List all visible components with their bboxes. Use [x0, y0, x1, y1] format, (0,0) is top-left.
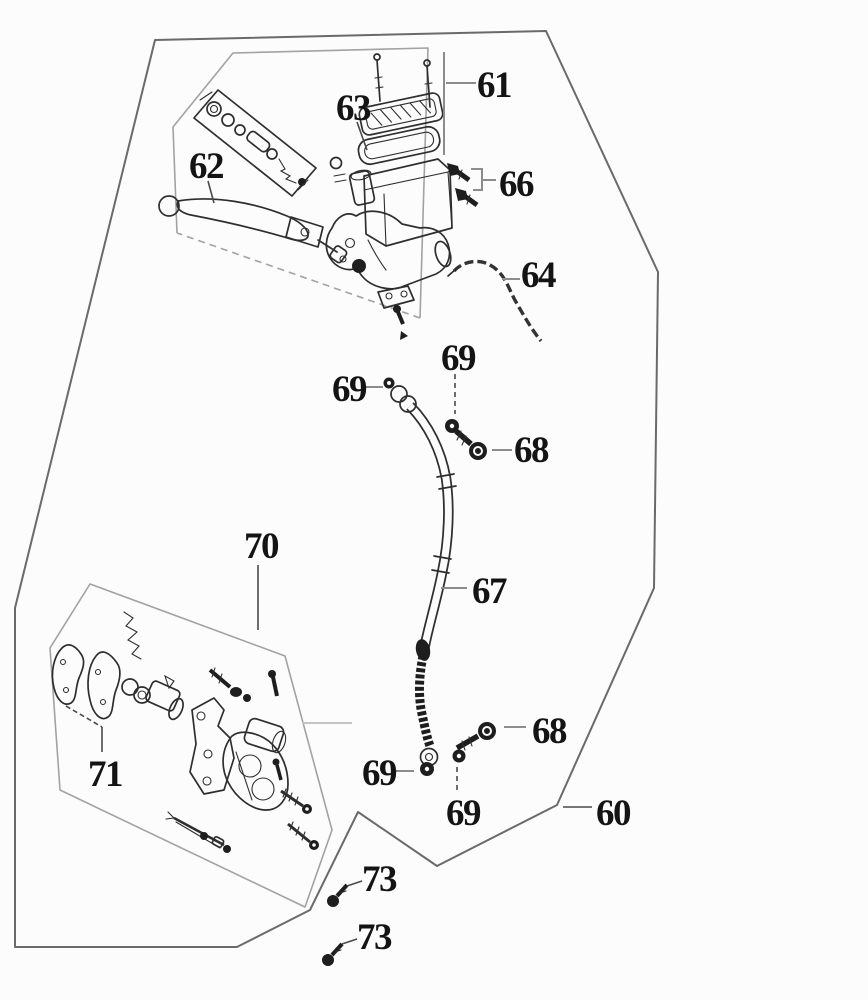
brake-lever-62	[159, 196, 348, 264]
caliper-slide-bolt	[210, 668, 277, 702]
screw-73-upper	[327, 885, 347, 907]
part-label-68-upper: 68	[514, 430, 548, 471]
hose-lower-fittings-69	[420, 750, 466, 777]
leader-71-diag	[66, 706, 102, 727]
part-label-71: 71	[88, 754, 122, 795]
part-label-68-lower: 68	[532, 711, 566, 752]
pad-spring	[124, 612, 141, 659]
caliper-piston-seals	[122, 676, 186, 721]
part-label-69-top: 69	[441, 338, 475, 379]
reservoir-tank	[349, 159, 452, 246]
brake-hose-67	[410, 406, 456, 766]
pad-retaining-pin	[166, 812, 231, 853]
part-label-64: 64	[521, 255, 555, 296]
part-label-69-bottom: 69	[446, 793, 480, 834]
caliper-box	[50, 584, 352, 907]
banjo-bolt-68-lower	[457, 722, 496, 750]
part-labels	[88, 65, 631, 958]
banjo-bolt-68-upper	[456, 431, 487, 460]
pivot-bolt	[331, 158, 347, 189]
part-label-73-lower: 73	[357, 917, 391, 958]
leader-73-upper	[347, 881, 362, 886]
reservoir-cap	[358, 92, 444, 136]
part-label-60: 60	[596, 793, 630, 834]
part-label-69-lower-left: 69	[362, 753, 396, 794]
part-label-70: 70	[244, 526, 278, 567]
leader-73-lower	[342, 939, 357, 944]
screw-73-lower	[322, 944, 342, 966]
part-label-66: 66	[499, 164, 533, 205]
part-label-69-upper-left: 69	[332, 369, 366, 410]
clamp-bracket	[378, 286, 414, 340]
brake-pads-71	[52, 645, 120, 719]
caliper-slide-pins	[281, 789, 319, 850]
reservoir-diaphragm-63	[356, 125, 441, 167]
bracket-66	[471, 169, 482, 190]
part-label-63: 63	[336, 88, 370, 129]
part-label-62: 62	[189, 146, 223, 187]
part-label-67: 67	[472, 571, 506, 612]
part-label-73-upper: 73	[362, 859, 396, 900]
part-label-61: 61	[477, 65, 511, 106]
